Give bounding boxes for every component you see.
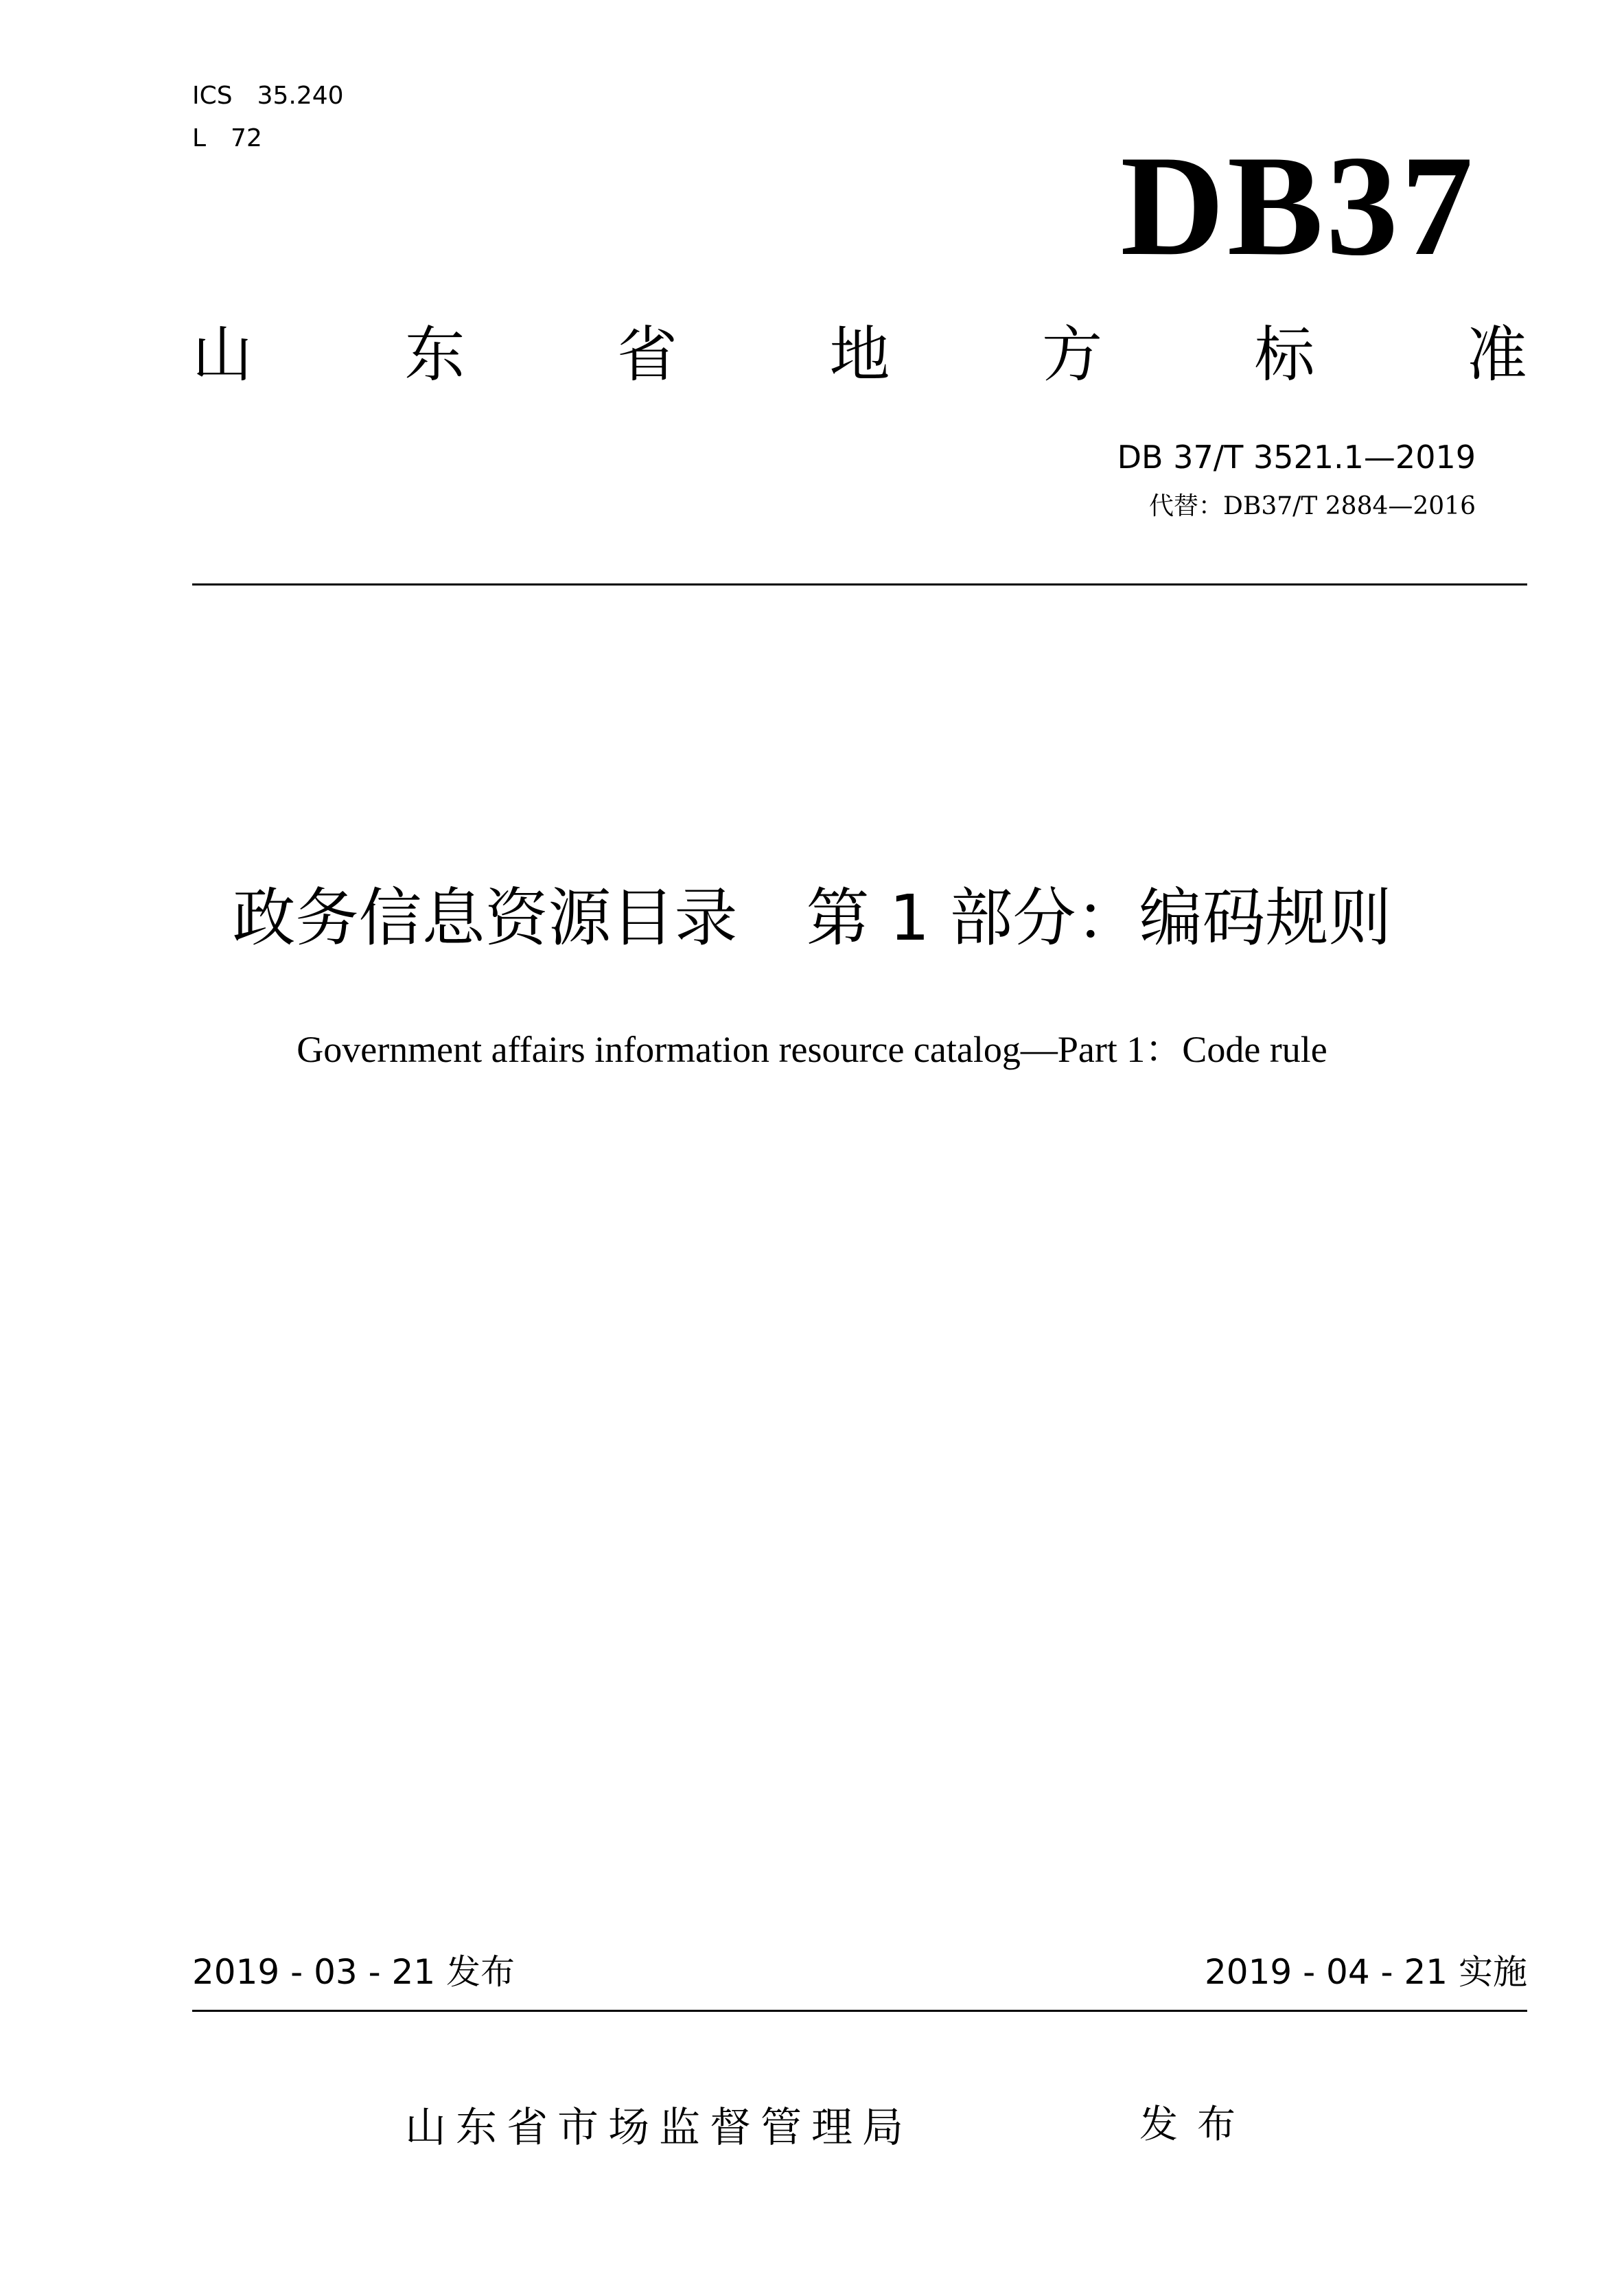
standard-type-char: 标 [1254,319,1315,390]
standard-type-char: 地 [829,319,890,390]
title-cn-part: 第 1 部分：编码规则 [806,881,1392,955]
issuing-authority: 山东省市场监督管理局 [405,2104,913,2152]
bottom-divider [192,2010,1527,2012]
standard-type-char: 省 [616,319,677,390]
replaces-standard: 代替：DB37/T 2884—2016 [1149,492,1476,520]
classification-code: L 72 [192,124,262,152]
standard-type-char: 东 [404,319,465,390]
standard-type-heading [192,317,1527,393]
standard-number: DB 37/T 3521.1—2019 [1117,439,1476,476]
standard-type-char: 准 [1466,319,1527,390]
implementation-date: 2019 - 04 - 21 实施 [1204,1952,1527,1992]
db-mark: DB37 [1120,126,1476,286]
document-title-cn [0,877,1624,960]
standard-type-char: 山 [192,319,253,390]
issue-label: 发布 [1139,2102,1255,2147]
ics-code: ICS 35.240 [192,82,344,110]
document-title-en: Government affairs information resource catalog—Part 1：Code rule [297,1029,1327,1070]
title-cn-main: 政务信息资源目录 [232,881,738,955]
top-divider [192,583,1527,585]
standard-type-char: 方 [1041,319,1102,390]
issue-date: 2019 - 03 - 21 发布 [192,1952,515,1992]
